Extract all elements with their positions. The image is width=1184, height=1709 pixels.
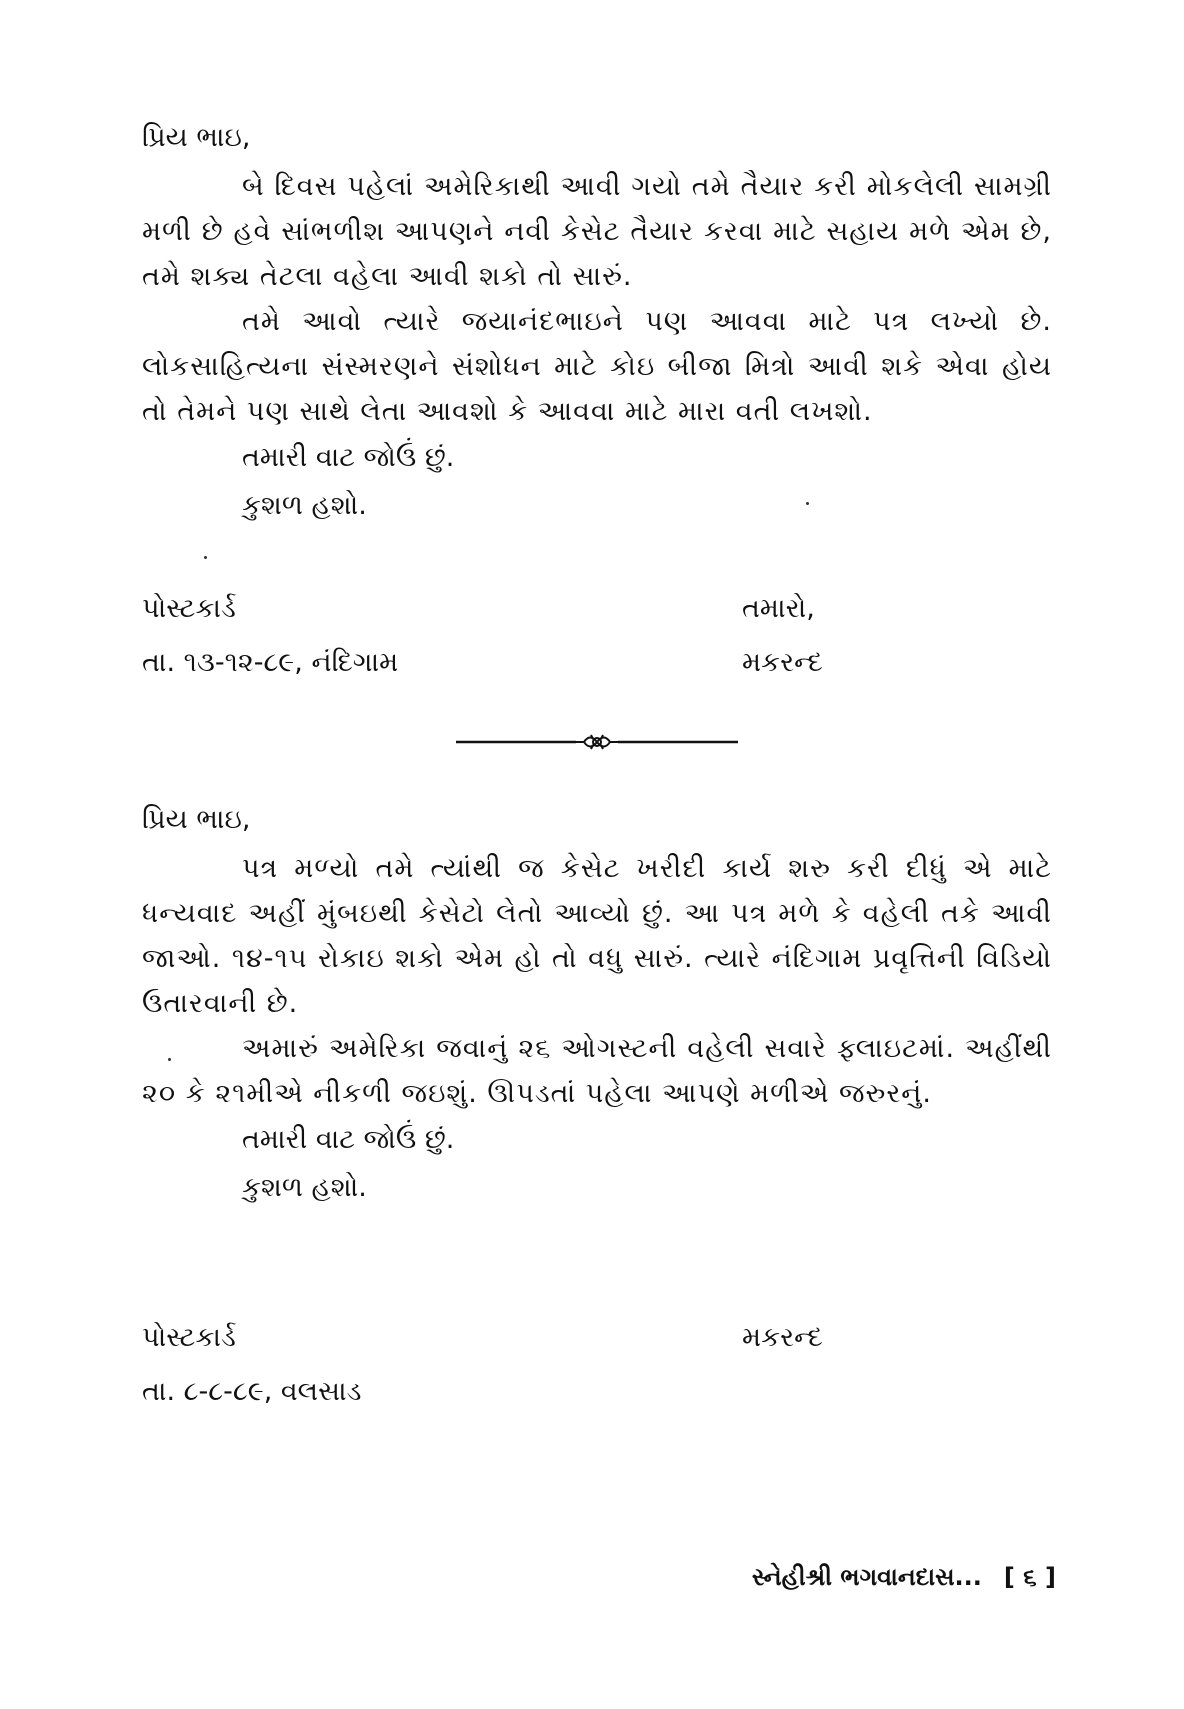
letter-2-closing-2: કુશળ હશો.	[242, 1172, 367, 1203]
letter-2-closing-1: તમારી વાટ જોઉં છું.	[242, 1124, 455, 1155]
letter-1-paragraph-2: તમે આવો ત્યારે જયાનંદભાઇને પણ આવવા માટે પત્ર લખ્યો છે. લોકસાહિત્યના સંસ્મરણને સંશોધન માટે કોઇ બીજા મિત્રો આવી શકે એવા હોય તો તેમને પણ સાથે લેતા આવશો કે આવવા માટે મારા વતી લખશો.	[142, 306, 1052, 427]
scan-speck	[204, 556, 207, 559]
running-title: સ્નેહીશ્રી ભગવાનદાસ...	[751, 1563, 982, 1591]
letter-1	[142, 118, 1052, 530]
letter-1-paragraph-1: બે દિવસ પહેલાં અમેરિકાથી આવી ગયો તમે તૈયાર કરી મોકલેલી સામગ્રી મળી છે હવે સાંભળીશ આપણને નવી કેસેટ તૈયાર કરવા માટે સહાય મળે એમ છે, તમે શક્ય તેટલા વહેલા આવી શકો તો સારું.	[142, 171, 1052, 292]
letter-1-date-place: તા. ૧૩-૧૨-૮૯, નંદિગામ	[142, 647, 399, 678]
letter-1-signature: મકરન્દ	[742, 647, 823, 678]
scan-speck	[806, 502, 809, 505]
letter-2-signature: મકરન્દ	[742, 1322, 823, 1353]
floral-ornament-icon	[456, 730, 738, 754]
letter-2-postcard-label: પોસ્ટકાર્ડ	[142, 1322, 236, 1353]
letter-1-sign-off: તમારો,	[742, 593, 815, 624]
letter-1-salutation: પ્રિય ભાઇ,	[142, 122, 251, 153]
letter-2-date-place: તા. ૮-૮-૮૯, વલસાડ	[142, 1376, 362, 1407]
letter-1-closing-1: તમારી વાટ જોઉં છું.	[242, 442, 455, 473]
scan-speck	[168, 1058, 171, 1061]
letter-1-footer	[142, 584, 1052, 692]
running-footer	[752, 1562, 1056, 1592]
letter-2-salutation: પ્રિય ભાઇ,	[142, 804, 251, 835]
letter-2-footer	[142, 1313, 1052, 1421]
page-number: [ ૬ ]	[1003, 1563, 1056, 1591]
letter-1-postcard-label: પોસ્ટકાર્ડ	[142, 593, 236, 624]
letter-2-paragraph-1: પત્ર મળ્યો તમે ત્યાંથી જ કેસેટ ખરીદી કાર્ય શરુ કરી દીધું એ માટે ધન્યવાદ અહીં મુંબઇથી કેસેટો લેતો આવ્યો છું. આ પત્ર મળે કે વહેલી તકે આવી જાઓ. ૧૪-૧૫ રોકાઇ શકો એમ હો તો વધુ સારું. ત્યારે નંદિગામ પ્રવૃત્તિની વિડિયો ઉતારવાની છે.	[142, 853, 1052, 1019]
letter-1-closing-2: કુશળ હશો.	[242, 490, 367, 521]
letter-2	[142, 800, 1052, 1212]
letter-2-paragraph-2: અમારું અમેરિકા જવાનું ૨૬ ઓગસ્ટની વહેલી સવારે ફ્લાઇટમાં. અહીંથી ૨૦ કે ૨૧મીએ નીકળી જઇશું. ઊપડતાં પહેલા આપણે મળીએ જરુરનું.	[142, 1033, 1052, 1109]
